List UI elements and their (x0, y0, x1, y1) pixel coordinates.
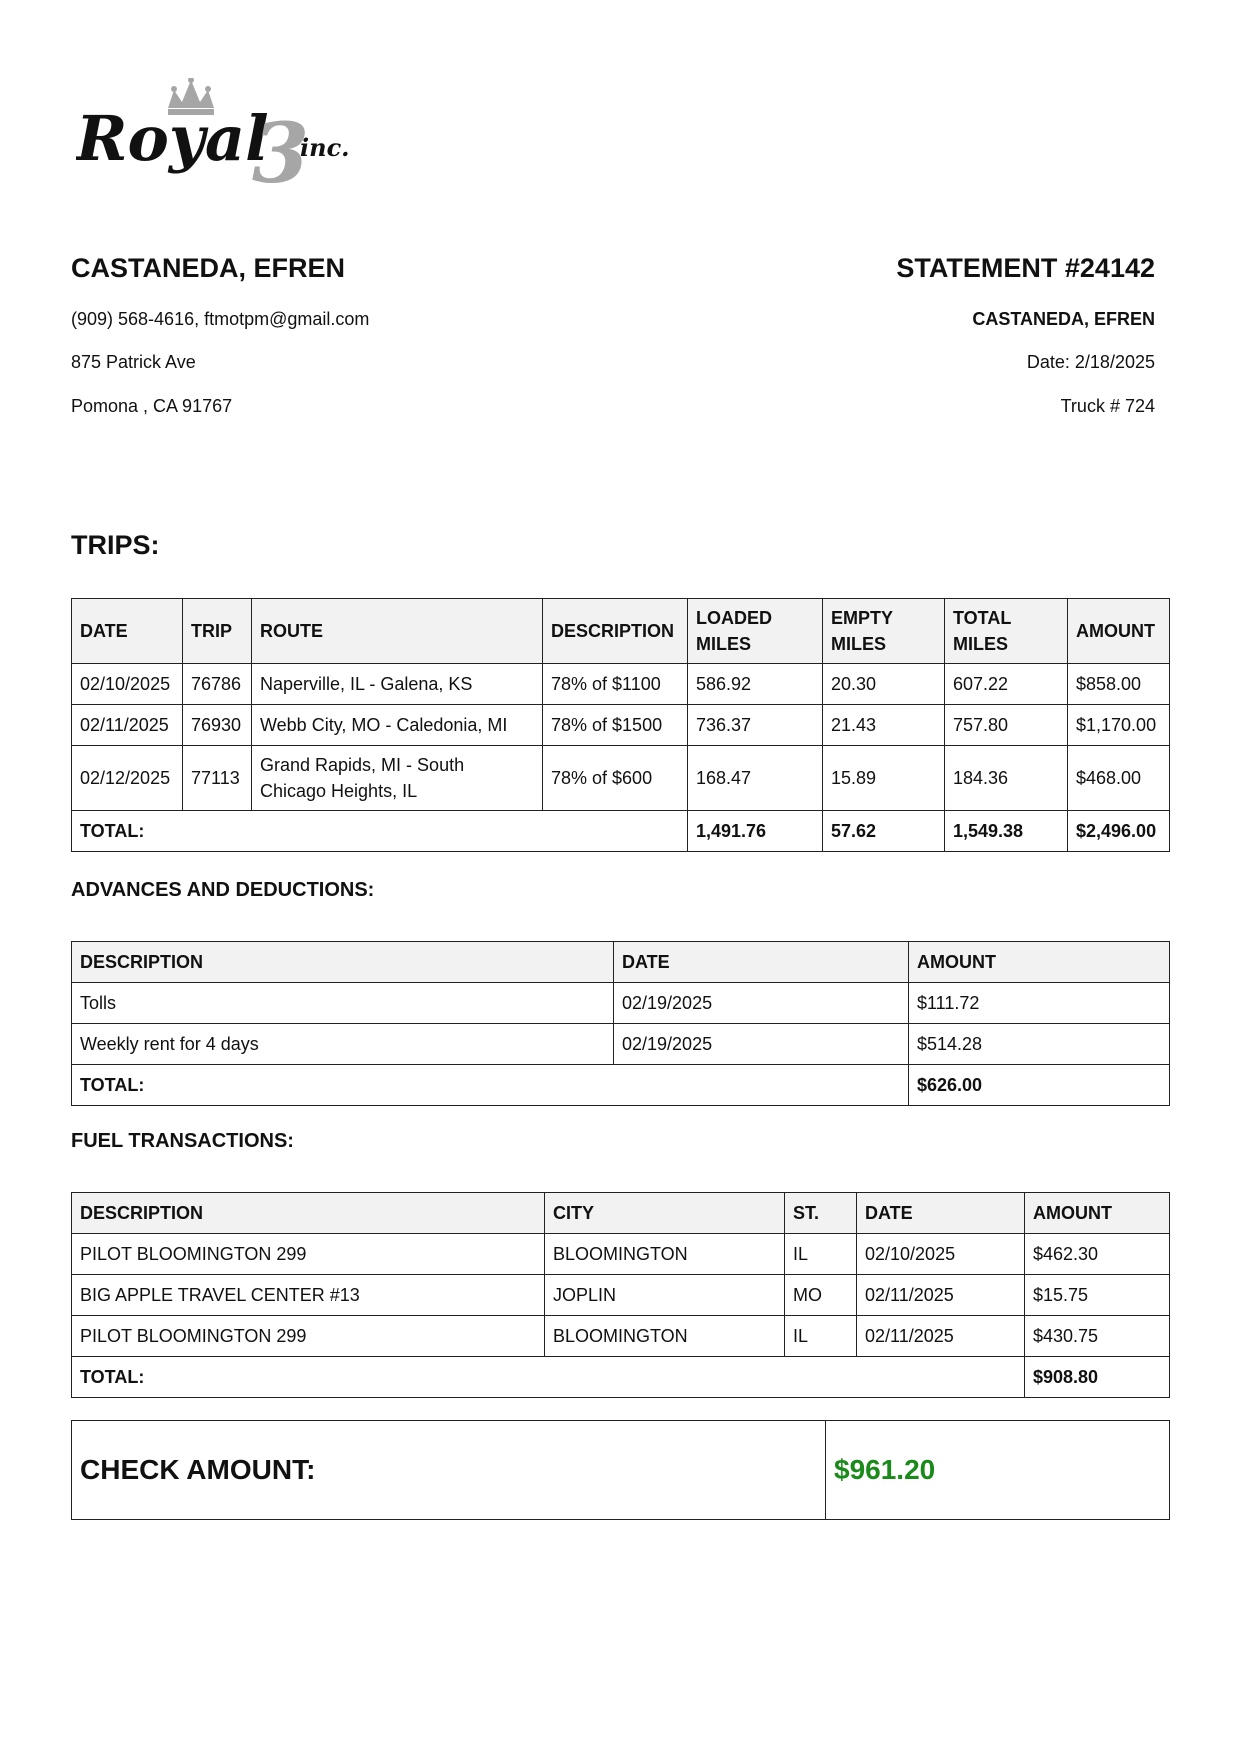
table-total-row (72, 811, 1170, 852)
driver-name: CASTANEDA, EFREN (71, 253, 346, 283)
table-header-row (72, 1193, 1170, 1234)
total-loaded-miles: 1,491.76 (688, 811, 823, 852)
table-cell: MO (785, 1275, 857, 1316)
table-cell: $858.00 (1068, 664, 1170, 705)
column-header: TRIP (183, 599, 252, 664)
table-header-row (72, 942, 1170, 983)
column-header: ST. (785, 1193, 857, 1234)
table-row (72, 746, 1170, 811)
total-empty-miles: 57.62 (823, 811, 945, 852)
column-header: EMPTY MILES (823, 599, 945, 664)
fuel-heading: FUEL TRANSACTIONS: (71, 1130, 294, 1152)
table-cell: 02/19/2025 (614, 983, 909, 1024)
trips-heading: TRIPS: (71, 530, 160, 560)
table-cell: $15.75 (1025, 1275, 1170, 1316)
table-cell: Naperville, IL - Galena, KS (252, 664, 543, 705)
table-cell: PILOT BLOOMINGTON 299 (72, 1316, 545, 1357)
advances-heading: ADVANCES AND DEDUCTIONS: (71, 879, 375, 901)
total-miles: 1,549.38 (945, 811, 1068, 852)
table-cell: 02/12/2025 (72, 746, 183, 811)
driver-address-line2: Pomona , CA 91767 (71, 396, 233, 416)
table-cell: 20.30 (823, 664, 945, 705)
logo-suffix: inc. (300, 133, 350, 162)
table-cell: $462.30 (1025, 1234, 1170, 1275)
table-cell: Grand Rapids, MI - South Chicago Heights, IL (252, 746, 543, 811)
column-header: LOADED MILES (688, 599, 823, 664)
table-cell: 77113 (183, 746, 252, 811)
table-cell: 184.36 (945, 746, 1068, 811)
table-total-row (72, 1357, 1170, 1398)
statement-info (595, 248, 1155, 416)
table-cell: $1,170.00 (1068, 705, 1170, 746)
table-cell: Tolls (72, 983, 614, 1024)
table-cell: 02/11/2025 (857, 1316, 1025, 1357)
table-cell: $468.00 (1068, 746, 1170, 811)
column-header: TOTAL MILES (945, 599, 1068, 664)
total-amount: $626.00 (909, 1065, 1170, 1106)
table-cell: 78% of $600 (543, 746, 688, 811)
table-row (72, 1275, 1170, 1316)
table-cell: BLOOMINGTON (545, 1316, 785, 1357)
table-cell: 15.89 (823, 746, 945, 811)
table-row (72, 1024, 1170, 1065)
table-row (72, 983, 1170, 1024)
trips-table (71, 598, 1170, 852)
table-row (72, 1316, 1170, 1357)
driver-info (71, 248, 631, 416)
column-header: DATE (72, 599, 183, 664)
table-cell: $430.75 (1025, 1316, 1170, 1357)
check-amount-row (72, 1421, 1170, 1520)
table-cell: 757.80 (945, 705, 1068, 746)
table-cell: Webb City, MO - Caledonia, MI (252, 705, 543, 746)
column-header: ROUTE (252, 599, 543, 664)
table-total-row (72, 1065, 1170, 1106)
table-cell: 586.92 (688, 664, 823, 705)
table-cell: 168.47 (688, 746, 823, 811)
table-cell: 02/10/2025 (857, 1234, 1025, 1275)
table-cell: 02/11/2025 (72, 705, 183, 746)
column-header: DATE (857, 1193, 1025, 1234)
column-header: DESCRIPTION (72, 942, 614, 983)
check-amount-label: CHECK AMOUNT: (72, 1421, 826, 1520)
statement-name: CASTANEDA, EFREN (972, 309, 1155, 329)
table-header-row (72, 599, 1170, 664)
table-cell: 02/11/2025 (857, 1275, 1025, 1316)
table-row (72, 1234, 1170, 1275)
table-cell: 736.37 (688, 705, 823, 746)
total-label: TOTAL: (72, 811, 688, 852)
table-cell: 76930 (183, 705, 252, 746)
statement-date: Date: 2/18/2025 (1026, 352, 1155, 372)
table-cell: Weekly rent for 4 days (72, 1024, 614, 1065)
table-row (72, 664, 1170, 705)
table-cell: 78% of $1100 (543, 664, 688, 705)
table-cell: BLOOMINGTON (545, 1234, 785, 1275)
table-cell: 21.43 (823, 705, 945, 746)
company-logo (76, 78, 396, 193)
statement-title: STATEMENT #24142 (896, 253, 1155, 283)
logo-royal-text: Royal (76, 102, 269, 175)
logo-numeral: 3 (252, 106, 310, 193)
table-cell: BIG APPLE TRAVEL CENTER #13 (72, 1275, 545, 1316)
driver-contact: (909) 568-4616, ftmotpm@gmail.com (71, 309, 370, 329)
total-label: TOTAL: (72, 1357, 1025, 1398)
check-amount-value: $961.20 (826, 1421, 1170, 1520)
table-cell: $111.72 (909, 983, 1170, 1024)
total-amount: $2,496.00 (1068, 811, 1170, 852)
statement-truck: Truck # 724 (1060, 396, 1155, 416)
royal3-logo-graphic (76, 78, 396, 193)
table-cell: 78% of $1500 (543, 705, 688, 746)
advances-table (71, 941, 1170, 1106)
total-amount: $908.80 (1025, 1357, 1170, 1398)
table-cell: IL (785, 1234, 857, 1275)
table-cell: $514.28 (909, 1024, 1170, 1065)
check-amount-box (71, 1420, 1170, 1520)
table-cell: 02/10/2025 (72, 664, 183, 705)
table-cell: 76786 (183, 664, 252, 705)
fuel-table (71, 1192, 1170, 1398)
table-row (72, 705, 1170, 746)
driver-address-line1: 875 Patrick Ave (71, 352, 196, 372)
column-header: AMOUNT (1068, 599, 1170, 664)
column-header: AMOUNT (909, 942, 1170, 983)
table-cell: JOPLIN (545, 1275, 785, 1316)
column-header: DATE (614, 942, 909, 983)
column-header: DESCRIPTION (72, 1193, 545, 1234)
table-cell: 607.22 (945, 664, 1068, 705)
table-cell: PILOT BLOOMINGTON 299 (72, 1234, 545, 1275)
column-header: DESCRIPTION (543, 599, 688, 664)
column-header: CITY (545, 1193, 785, 1234)
column-header: AMOUNT (1025, 1193, 1170, 1234)
table-cell: 02/19/2025 (614, 1024, 909, 1065)
total-label: TOTAL: (72, 1065, 909, 1106)
table-cell: IL (785, 1316, 857, 1357)
